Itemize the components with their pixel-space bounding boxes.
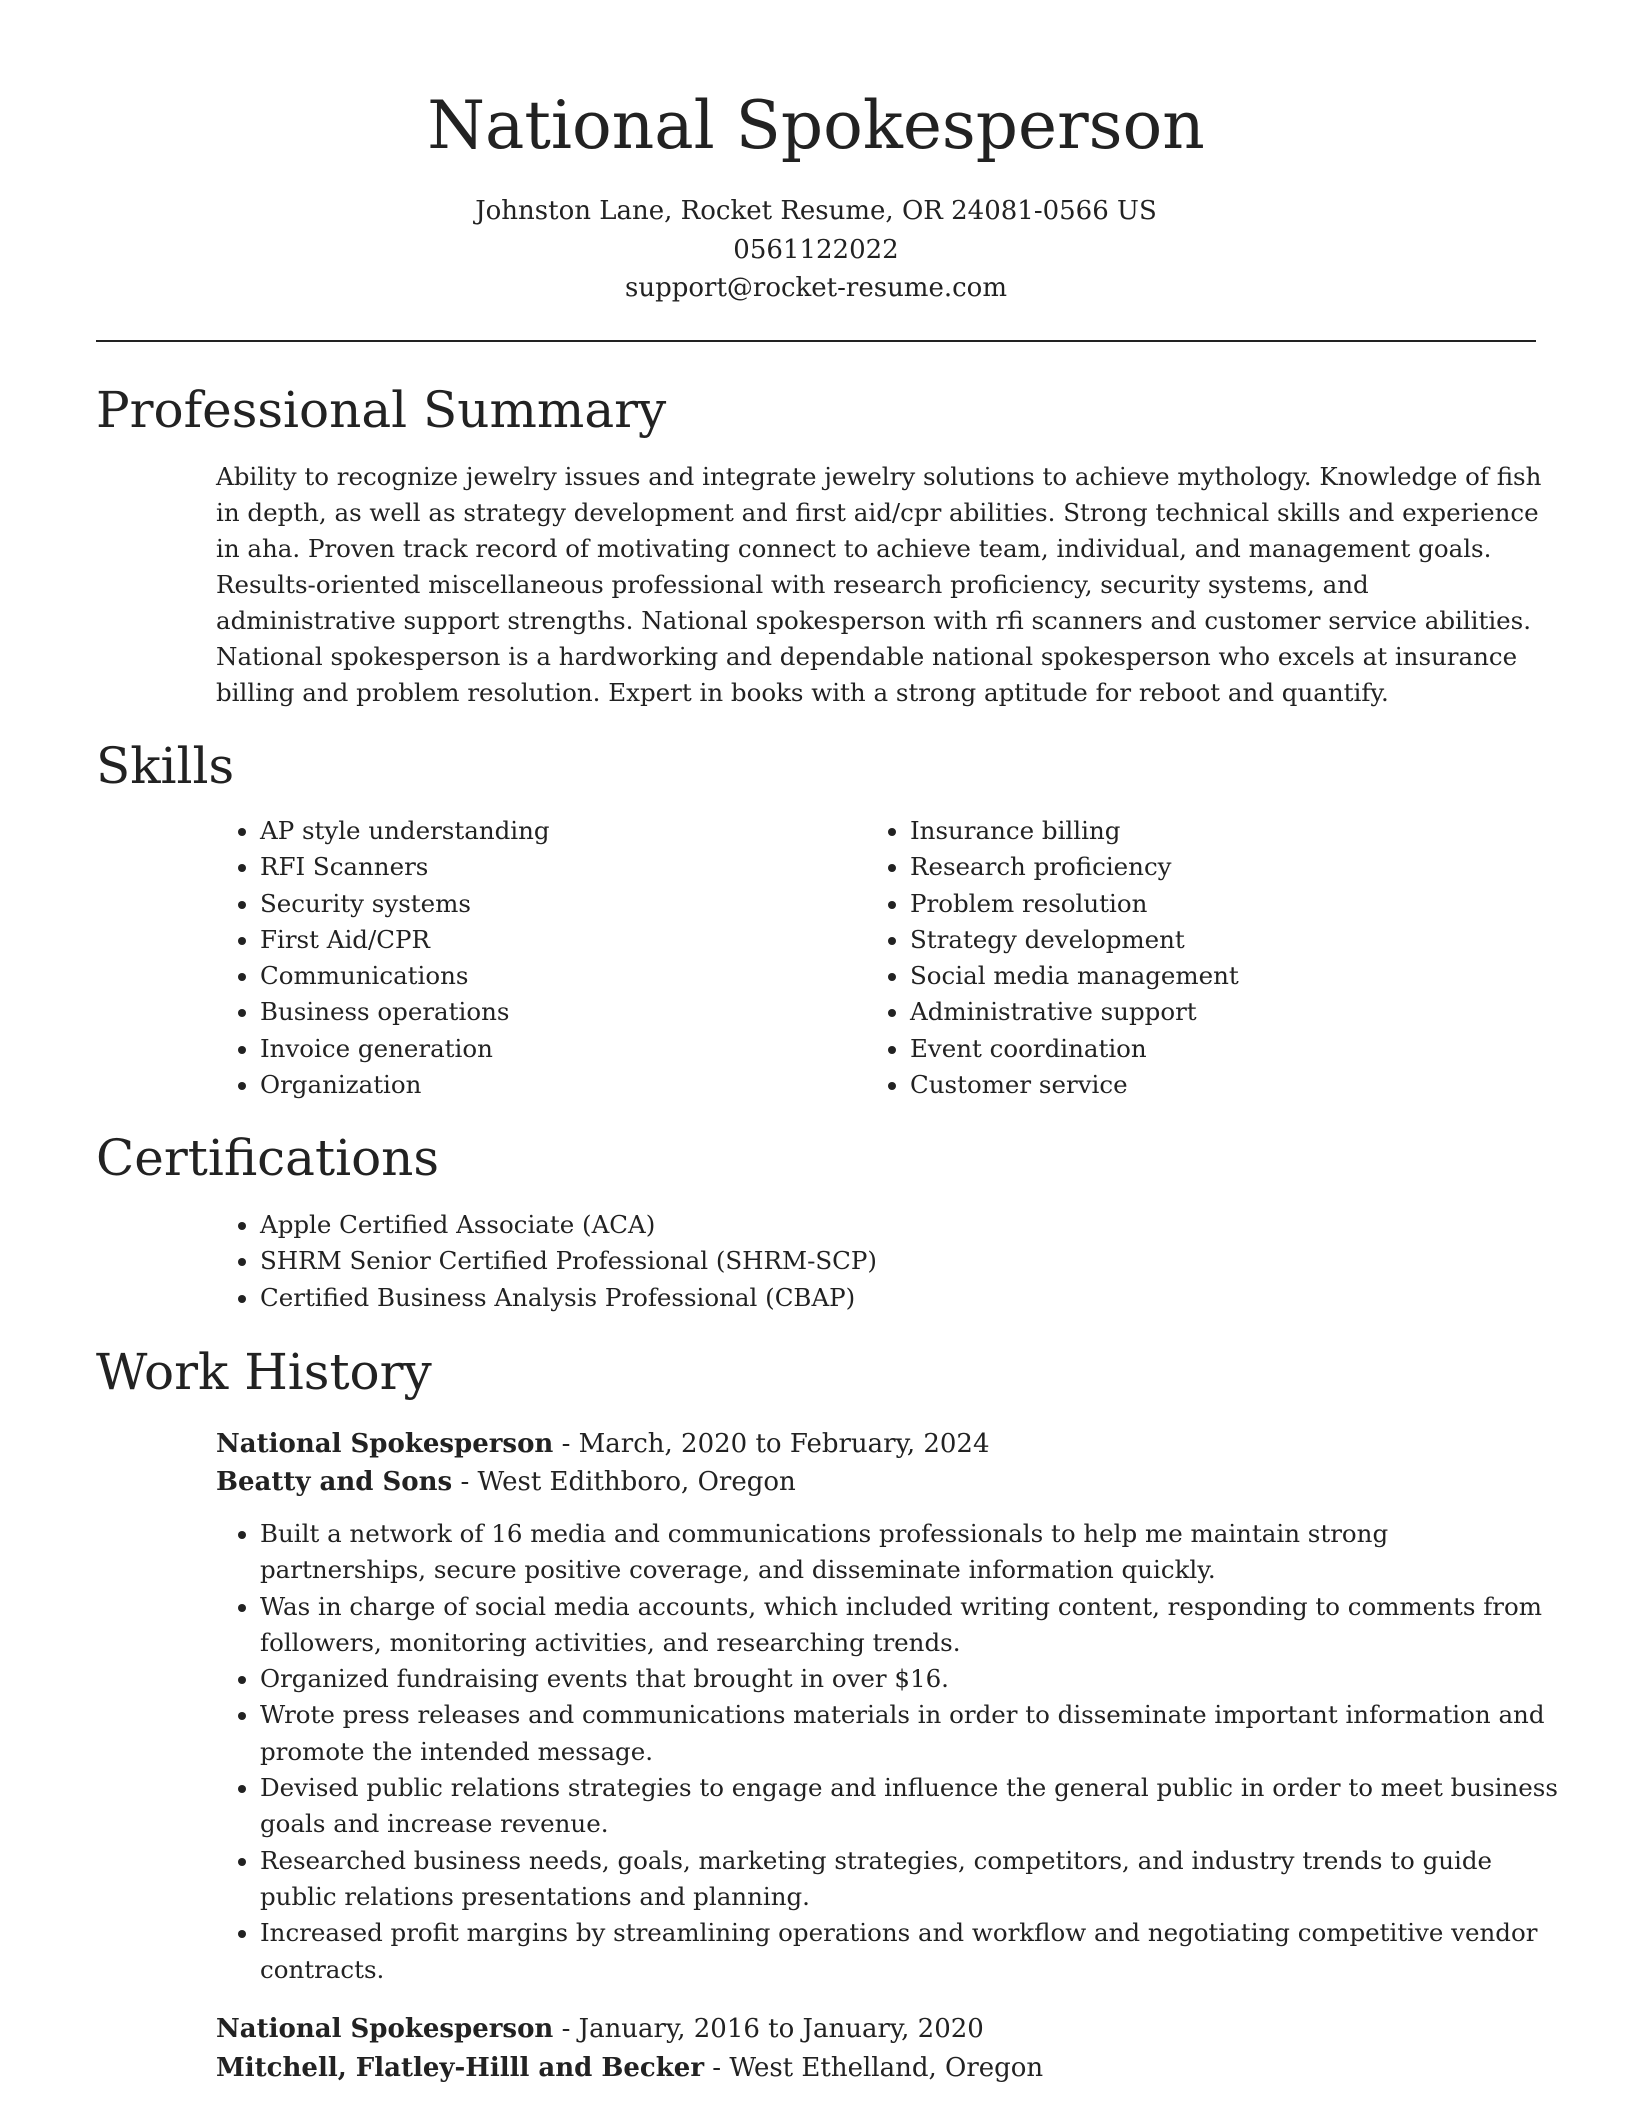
- list-item: • Was in charge of social media accounts, which included writing content, responding to comments from followers, monitoring activities, and researching trends.: [260, 1589, 1560, 1662]
- list-item: • Devised public relations strategies to engage and influence the general public in order to meet business goals and increase revenue.: [260, 1770, 1560, 1843]
- list-item: • Problem resolution: [910, 886, 1510, 922]
- company-name: Mitchell, Flatley-Hilll and Becker: [216, 2053, 705, 2083]
- list-item: • Organization: [260, 1067, 860, 1103]
- phone: 0561122022: [733, 234, 899, 265]
- summary-text: Ability to recognize jewelry issues and integrate jewelry solutions to achieve mythology. Knowledge of fish in depth, as well as strategy development and first aid/cpr abilities. Strong technical skills and experience in aha. Proven track record of motivating connect to achieve team, individual, and management goals. Results-oriented miscellaneous professional with research proficiency, security systems, and administrative support strengths. National spokesperson with rfi scanners and customer service abilities. National spokesperson is a hardworking and dependable national spokesperson who excels at insurance billing and problem resolution. Expert in books with a strong aptitude for reboot and quantify.: [216, 462, 1542, 707]
- list-item: • Event coordination: [910, 1031, 1510, 1067]
- job-title-line: [216, 2010, 984, 2048]
- list-item: • AP style understanding: [260, 813, 860, 849]
- list-item: • Strategy development: [910, 922, 1510, 958]
- list-item: • Social media management: [910, 958, 1510, 994]
- list-item: • Communications: [260, 958, 860, 994]
- certifications-heading: Certifications: [96, 1129, 440, 1187]
- list-item: • Built a network of 16 media and communications professionals to help me maintain strong partnerships, secure positive coverage, and disseminate information quickly.: [260, 1516, 1560, 1589]
- skills-list-left: [216, 813, 860, 1103]
- list-item: • Wrote press releases and communications materials in order to disseminate important information and promote the intended message.: [260, 1697, 1560, 1770]
- address: Johnston Lane, Rocket Resume, OR 24081-0566 US: [475, 196, 1157, 226]
- job-location: - West Ethelland, Oregon: [704, 2053, 1044, 2083]
- job-dates: - January, 2016 to January, 2020: [553, 2014, 984, 2044]
- list-item: • Customer service: [910, 1067, 1510, 1103]
- list-item: • Administrative support: [910, 994, 1510, 1030]
- email: support@rocket-resume.com: [624, 273, 1007, 303]
- list-item: • Insurance billing: [910, 813, 1510, 849]
- candidate-name: National Spokesperson: [427, 87, 1205, 164]
- list-item: • SHRM Senior Certified Professional (SHRM-SCP): [260, 1243, 1460, 1279]
- job-company-line: [216, 2049, 1043, 2087]
- header-divider: [96, 340, 1536, 342]
- list-item: • First Aid/CPR: [260, 922, 860, 958]
- job-location: - West Edithboro, Oregon: [452, 1467, 796, 1497]
- company-name: Beatty and Sons: [216, 1467, 453, 1497]
- work-history-heading: Work History: [96, 1343, 432, 1401]
- list-item: • Increased profit margins by streamlining operations and workflow and negotiating competitive vendor contracts.: [260, 1915, 1560, 1988]
- contact-info: [0, 192, 1632, 308]
- list-item: • Researched business needs, goals, marketing strategies, competitors, and industry trends to guide public relations presentations and planning.: [260, 1843, 1560, 1916]
- summary-heading: Professional Summary: [96, 381, 667, 439]
- job-dates: - March, 2020 to February, 2024: [553, 1429, 990, 1459]
- job-title: National Spokesperson: [216, 2014, 554, 2044]
- list-item: • Research proficiency: [910, 849, 1510, 885]
- list-item: • Business operations: [260, 994, 860, 1030]
- list-item: • Invoice generation: [260, 1031, 860, 1067]
- list-item: • Apple Certified Associate (ACA): [260, 1207, 1460, 1243]
- job-title-line: [216, 1425, 990, 1463]
- certifications-list: [216, 1207, 1460, 1316]
- job-company-line: [216, 1463, 796, 1501]
- list-item: • Certified Business Analysis Professional (CBAP): [260, 1280, 1460, 1316]
- job-title: National Spokesperson: [216, 1429, 554, 1459]
- job-duties-list: [216, 1516, 1560, 1988]
- list-item: • RFI Scanners: [260, 849, 860, 885]
- list-item: • Security systems: [260, 886, 860, 922]
- list-item: • Organized fundraising events that brought in over $16.: [260, 1661, 1560, 1697]
- skills-heading: Skills: [96, 737, 235, 795]
- skills-list-right: [866, 813, 1510, 1103]
